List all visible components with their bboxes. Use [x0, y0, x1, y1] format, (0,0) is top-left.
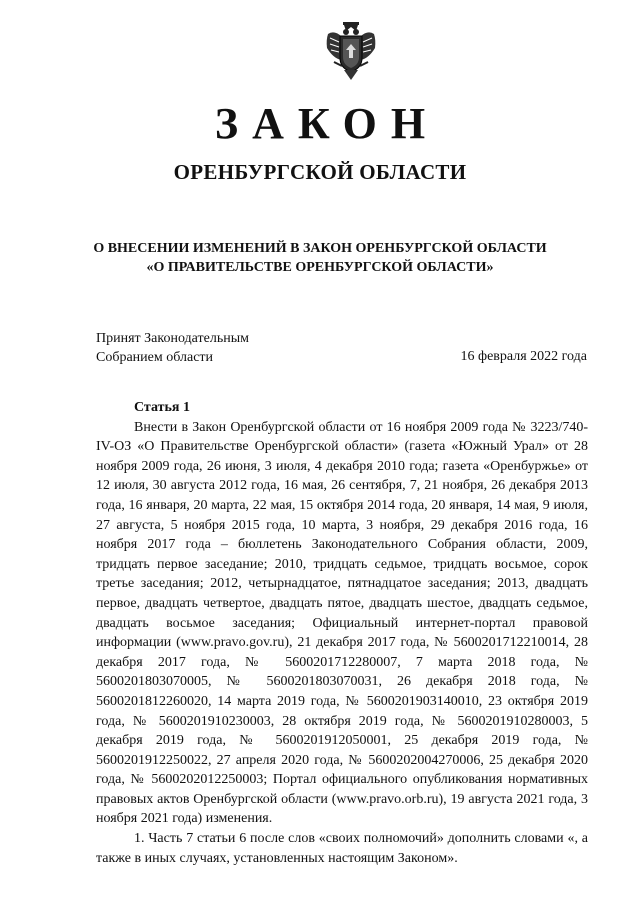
adopted-line-2: Собранием области [96, 350, 214, 365]
adopted-line-1: Принят Законодательным [96, 331, 249, 346]
adoption-date: 16 февраля 2022 года [460, 349, 587, 364]
law-title [0, 239, 640, 277]
article-heading: Статья 1 [134, 400, 190, 415]
law-title-line-2: «О ПРАВИТЕЛЬСТВЕ ОРЕНБУРГСКОЙ ОБЛАСТИ» [146, 260, 494, 275]
document-body [96, 398, 588, 868]
coat-of-arms-emblem [324, 20, 378, 82]
law-title-line-1: О ВНЕСЕНИИ ИЗМЕНЕНИЙ В ЗАКОН ОРЕНБУРГСКОЙ ОБЛАСТИ [93, 241, 547, 256]
document-subtitle: ОРЕНБУРГСКОЙ ОБЛАСТИ [173, 160, 467, 184]
paragraph-1: Внести в Закон Оренбургской области от 16 ноября 2009 года № 3223/740-IV-ОЗ «О Правительстве Оренбургской области» (газета «Южный Урал» от 28 ноября 2009 года, 26 июня, 3 июля, 4 декабря 2010 года; газета «Оренбуржье» от 12 июля, 30 августа 2012 года, 16 мая, 26 сентября, 7, 21 ноября, 26 декабря 2013 года, 16 января, 20 марта, 22 мая, 15 октября 2014 года, 20 января, 14 мая, 9 июля, 27 августа, 5 ноября 2015 года, 10 марта, 3 ноября, 29 декабря 2016 года, 16 ноября 2017 года – бюллетень Законодательного Собрания области, 2009, тридцать первое заседание; 2010, тридцать седьмое, тридцать восьмое, сорок третье заседания; 2012, четырнадцатое, пятнадцатое заседания; 2013, двадцать первое, двадцать четвертое, двадцать пятое, двадцать шестое, двадцать седьмое, двадцать восьмое заседания; Официальный интернет-портал правовой информации (www.pravo.gov.ru), 21 декабря 2017 года, № 5600201712210014, 28 декабря 2017 года, № 5600201712280007, 7 марта 2018 года, № 5600201803070005, № 5600201803070031, 26 декабря 2018 года, № 5600201812260020, 14 марта 2019 года, № 5600201903140010, 23 октября 2019 года, № 5600201910230003, 28 октября 2019 года, № 5600201910280003, 5 декабря 2019 года, № 5600201912050001, 25 декабря 2019 года, № 5600201912250022, 27 апреля 2020 года, № 5600202004270006, 25 декабря 2020 года, № 5600202012250003; Портал официального опубликования нормативных правовых актов Оренбургской области (www.pravo.orb.ru), 19 августа 2021 года, 3 ноября 2021 года) изменения. [96, 419, 588, 827]
paragraph-2: 1. Часть 7 статьи 6 после слов «своих полномочий» дополнить словами «, а также в иных случаях, установленных настоящим Законом». [96, 831, 588, 866]
document-title: ЗАКОН [214, 99, 440, 148]
adoption-statement [96, 329, 249, 367]
